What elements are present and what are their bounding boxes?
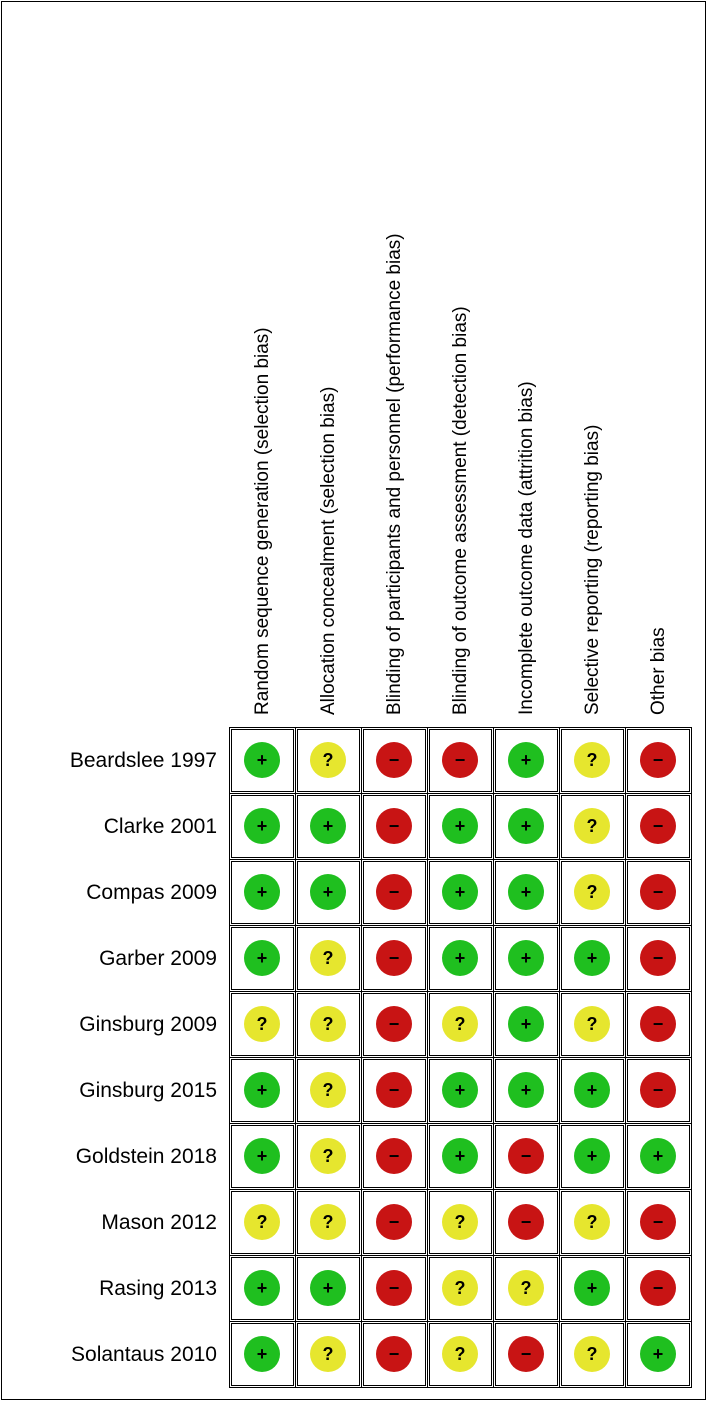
judgement-low (508, 1072, 544, 1108)
judgement-high (508, 1204, 544, 1240)
judgement-symbol: + (520, 1080, 532, 1100)
risk-of-bias-figure (1, 1, 706, 1400)
judgement-symbol: ? (256, 1212, 268, 1232)
judgement-low (508, 742, 544, 778)
judgement-high (376, 1006, 412, 1042)
judgement-symbol: − (652, 1212, 664, 1232)
judgement-symbol: + (520, 750, 532, 770)
study-label: Garber 2009 (99, 947, 217, 970)
judgement-unclear (244, 1006, 280, 1042)
judgement-symbol: − (652, 1080, 664, 1100)
judgement-low (508, 874, 544, 910)
judgement-high (640, 1006, 676, 1042)
domain-header: Blinding of participants and personnel (performance bias) (384, 233, 405, 715)
judgement-unclear (508, 1270, 544, 1306)
judgement-symbol: + (520, 816, 532, 836)
judgement-low (574, 1138, 610, 1174)
judgement-unclear (310, 1204, 346, 1240)
judgement-high (376, 808, 412, 844)
judgement-symbol: − (652, 1278, 664, 1298)
judgement-unclear (574, 742, 610, 778)
judgement-symbol: − (520, 1146, 532, 1166)
study-label: Rasing 2013 (99, 1277, 217, 1300)
judgement-symbol: ? (586, 1344, 598, 1364)
judgement-low (310, 808, 346, 844)
judgement-symbol: ? (454, 1278, 466, 1298)
judgement-unclear (442, 1006, 478, 1042)
judgement-low (244, 808, 280, 844)
judgement-unclear (310, 940, 346, 976)
judgement-symbol: + (520, 882, 532, 902)
judgement-high (376, 874, 412, 910)
study-label: Goldstein 2018 (75, 1145, 217, 1168)
judgement-low (574, 940, 610, 976)
judgement-low (244, 874, 280, 910)
judgement-symbol: ? (586, 816, 598, 836)
domain-header: Allocation concealment (selection bias) (318, 386, 339, 715)
judgement-low (640, 1336, 676, 1372)
judgement-symbol: − (652, 816, 664, 836)
judgement-symbol: − (652, 882, 664, 902)
judgement-unclear (442, 1270, 478, 1306)
judgement-symbol: + (322, 816, 334, 836)
judgement-low (442, 874, 478, 910)
judgement-high (640, 1270, 676, 1306)
judgement-low (508, 808, 544, 844)
judgement-symbol: + (652, 1344, 664, 1364)
judgement-symbol: ? (586, 1014, 598, 1034)
judgement-low (442, 808, 478, 844)
judgement-symbol: − (520, 1212, 532, 1232)
judgement-symbol: ? (256, 1014, 268, 1034)
judgement-symbol: − (652, 1014, 664, 1034)
judgement-low (574, 1072, 610, 1108)
judgement-symbol: ? (586, 882, 598, 902)
judgement-symbol: + (454, 1146, 466, 1166)
judgement-symbol: − (388, 816, 400, 836)
judgement-symbol: + (256, 1344, 268, 1364)
judgement-high (376, 1072, 412, 1108)
judgement-symbol: + (256, 1080, 268, 1100)
judgement-symbol: + (256, 1146, 268, 1166)
judgement-unclear (574, 1336, 610, 1372)
judgement-high (508, 1138, 544, 1174)
judgement-symbol: ? (322, 1212, 334, 1232)
judgement-unclear (310, 742, 346, 778)
judgement-low (244, 1336, 280, 1372)
judgement-high (376, 742, 412, 778)
domain-header: Other bias (648, 627, 669, 715)
judgement-symbol: − (652, 948, 664, 968)
judgement-symbol: + (256, 816, 268, 836)
judgement-symbol: ? (322, 1344, 334, 1364)
judgement-low (442, 1138, 478, 1174)
judgement-symbol: + (586, 1278, 598, 1298)
judgement-high (640, 940, 676, 976)
judgement-symbol: + (454, 1080, 466, 1100)
judgement-symbol: ? (520, 1278, 532, 1298)
judgement-symbol: − (388, 1080, 400, 1100)
judgement-symbol: ? (322, 948, 334, 968)
study-label: Solantaus 2010 (71, 1343, 217, 1366)
study-label: Beardslee 1997 (69, 749, 217, 772)
judgement-low (310, 1270, 346, 1306)
judgement-symbol: + (454, 882, 466, 902)
judgement-symbol: ? (586, 1212, 598, 1232)
judgement-symbol: − (388, 1014, 400, 1034)
judgement-symbol: + (322, 1278, 334, 1298)
judgement-symbol: ? (322, 1080, 334, 1100)
judgement-symbol: − (520, 1344, 532, 1364)
judgement-unclear (310, 1006, 346, 1042)
judgement-symbol: + (454, 816, 466, 836)
judgement-symbol: ? (322, 1014, 334, 1034)
judgement-symbol: − (388, 1212, 400, 1232)
judgement-low (244, 1138, 280, 1174)
judgement-symbol: − (388, 1278, 400, 1298)
judgement-unclear (574, 1006, 610, 1042)
judgement-symbol: ? (454, 1212, 466, 1232)
judgement-unclear (310, 1336, 346, 1372)
judgement-symbol: + (652, 1146, 664, 1166)
judgement-high (640, 874, 676, 910)
judgement-symbol: ? (322, 1146, 334, 1166)
study-label: Ginsburg 2015 (79, 1079, 217, 1102)
judgement-symbol: − (388, 948, 400, 968)
judgement-symbol: + (256, 750, 268, 770)
judgement-low (508, 1006, 544, 1042)
judgement-high (442, 742, 478, 778)
judgement-low (442, 940, 478, 976)
judgement-unclear (244, 1204, 280, 1240)
judgement-symbol: ? (454, 1344, 466, 1364)
judgement-high (640, 742, 676, 778)
judgement-high (376, 1270, 412, 1306)
judgement-symbol: − (454, 750, 466, 770)
judgement-low (244, 742, 280, 778)
domain-header: Random sequence generation (selection bias) (252, 327, 273, 715)
judgement-low (244, 1072, 280, 1108)
judgement-unclear (574, 874, 610, 910)
judgement-unclear (442, 1336, 478, 1372)
judgement-symbol: − (388, 882, 400, 902)
judgement-symbol: + (454, 948, 466, 968)
judgement-symbol: + (256, 948, 268, 968)
judgement-symbol: + (322, 882, 334, 902)
judgement-unclear (310, 1072, 346, 1108)
judgement-low (310, 874, 346, 910)
judgement-high (376, 940, 412, 976)
domain-header: Incomplete outcome data (attrition bias) (516, 381, 537, 715)
judgement-low (244, 940, 280, 976)
judgement-high (376, 1138, 412, 1174)
judgement-high (508, 1336, 544, 1372)
judgement-low (640, 1138, 676, 1174)
judgement-high (376, 1336, 412, 1372)
judgement-symbol: − (388, 750, 400, 770)
study-label: Ginsburg 2009 (79, 1013, 217, 1036)
judgement-symbol: − (388, 1146, 400, 1166)
judgement-symbol: − (388, 1344, 400, 1364)
judgement-symbol: + (256, 1278, 268, 1298)
domain-header: Blinding of outcome assessment (detection bias) (450, 306, 471, 715)
judgement-symbol: + (586, 1146, 598, 1166)
judgement-symbol: ? (322, 750, 334, 770)
judgement-high (640, 1072, 676, 1108)
domain-header: Selective reporting (reporting bias) (582, 424, 603, 715)
judgement-low (442, 1072, 478, 1108)
judgement-symbol: + (256, 882, 268, 902)
judgement-symbol: ? (586, 750, 598, 770)
judgement-unclear (442, 1204, 478, 1240)
judgement-low (508, 940, 544, 976)
judgement-symbol: + (586, 1080, 598, 1100)
judgement-unclear (574, 808, 610, 844)
risk-of-bias-chart (2, 2, 707, 1401)
judgement-high (640, 808, 676, 844)
judgement-unclear (310, 1138, 346, 1174)
study-label: Clarke 2001 (103, 815, 217, 838)
judgement-symbol: + (520, 1014, 532, 1034)
judgement-symbol: + (520, 948, 532, 968)
study-label: Mason 2012 (101, 1211, 217, 1234)
judgement-high (376, 1204, 412, 1240)
judgement-symbol: − (652, 750, 664, 770)
judgement-low (244, 1270, 280, 1306)
judgement-low (574, 1270, 610, 1306)
study-label: Compas 2009 (86, 881, 217, 904)
judgement-high (640, 1204, 676, 1240)
judgement-symbol: + (586, 948, 598, 968)
judgement-unclear (574, 1204, 610, 1240)
judgement-symbol: ? (454, 1014, 466, 1034)
